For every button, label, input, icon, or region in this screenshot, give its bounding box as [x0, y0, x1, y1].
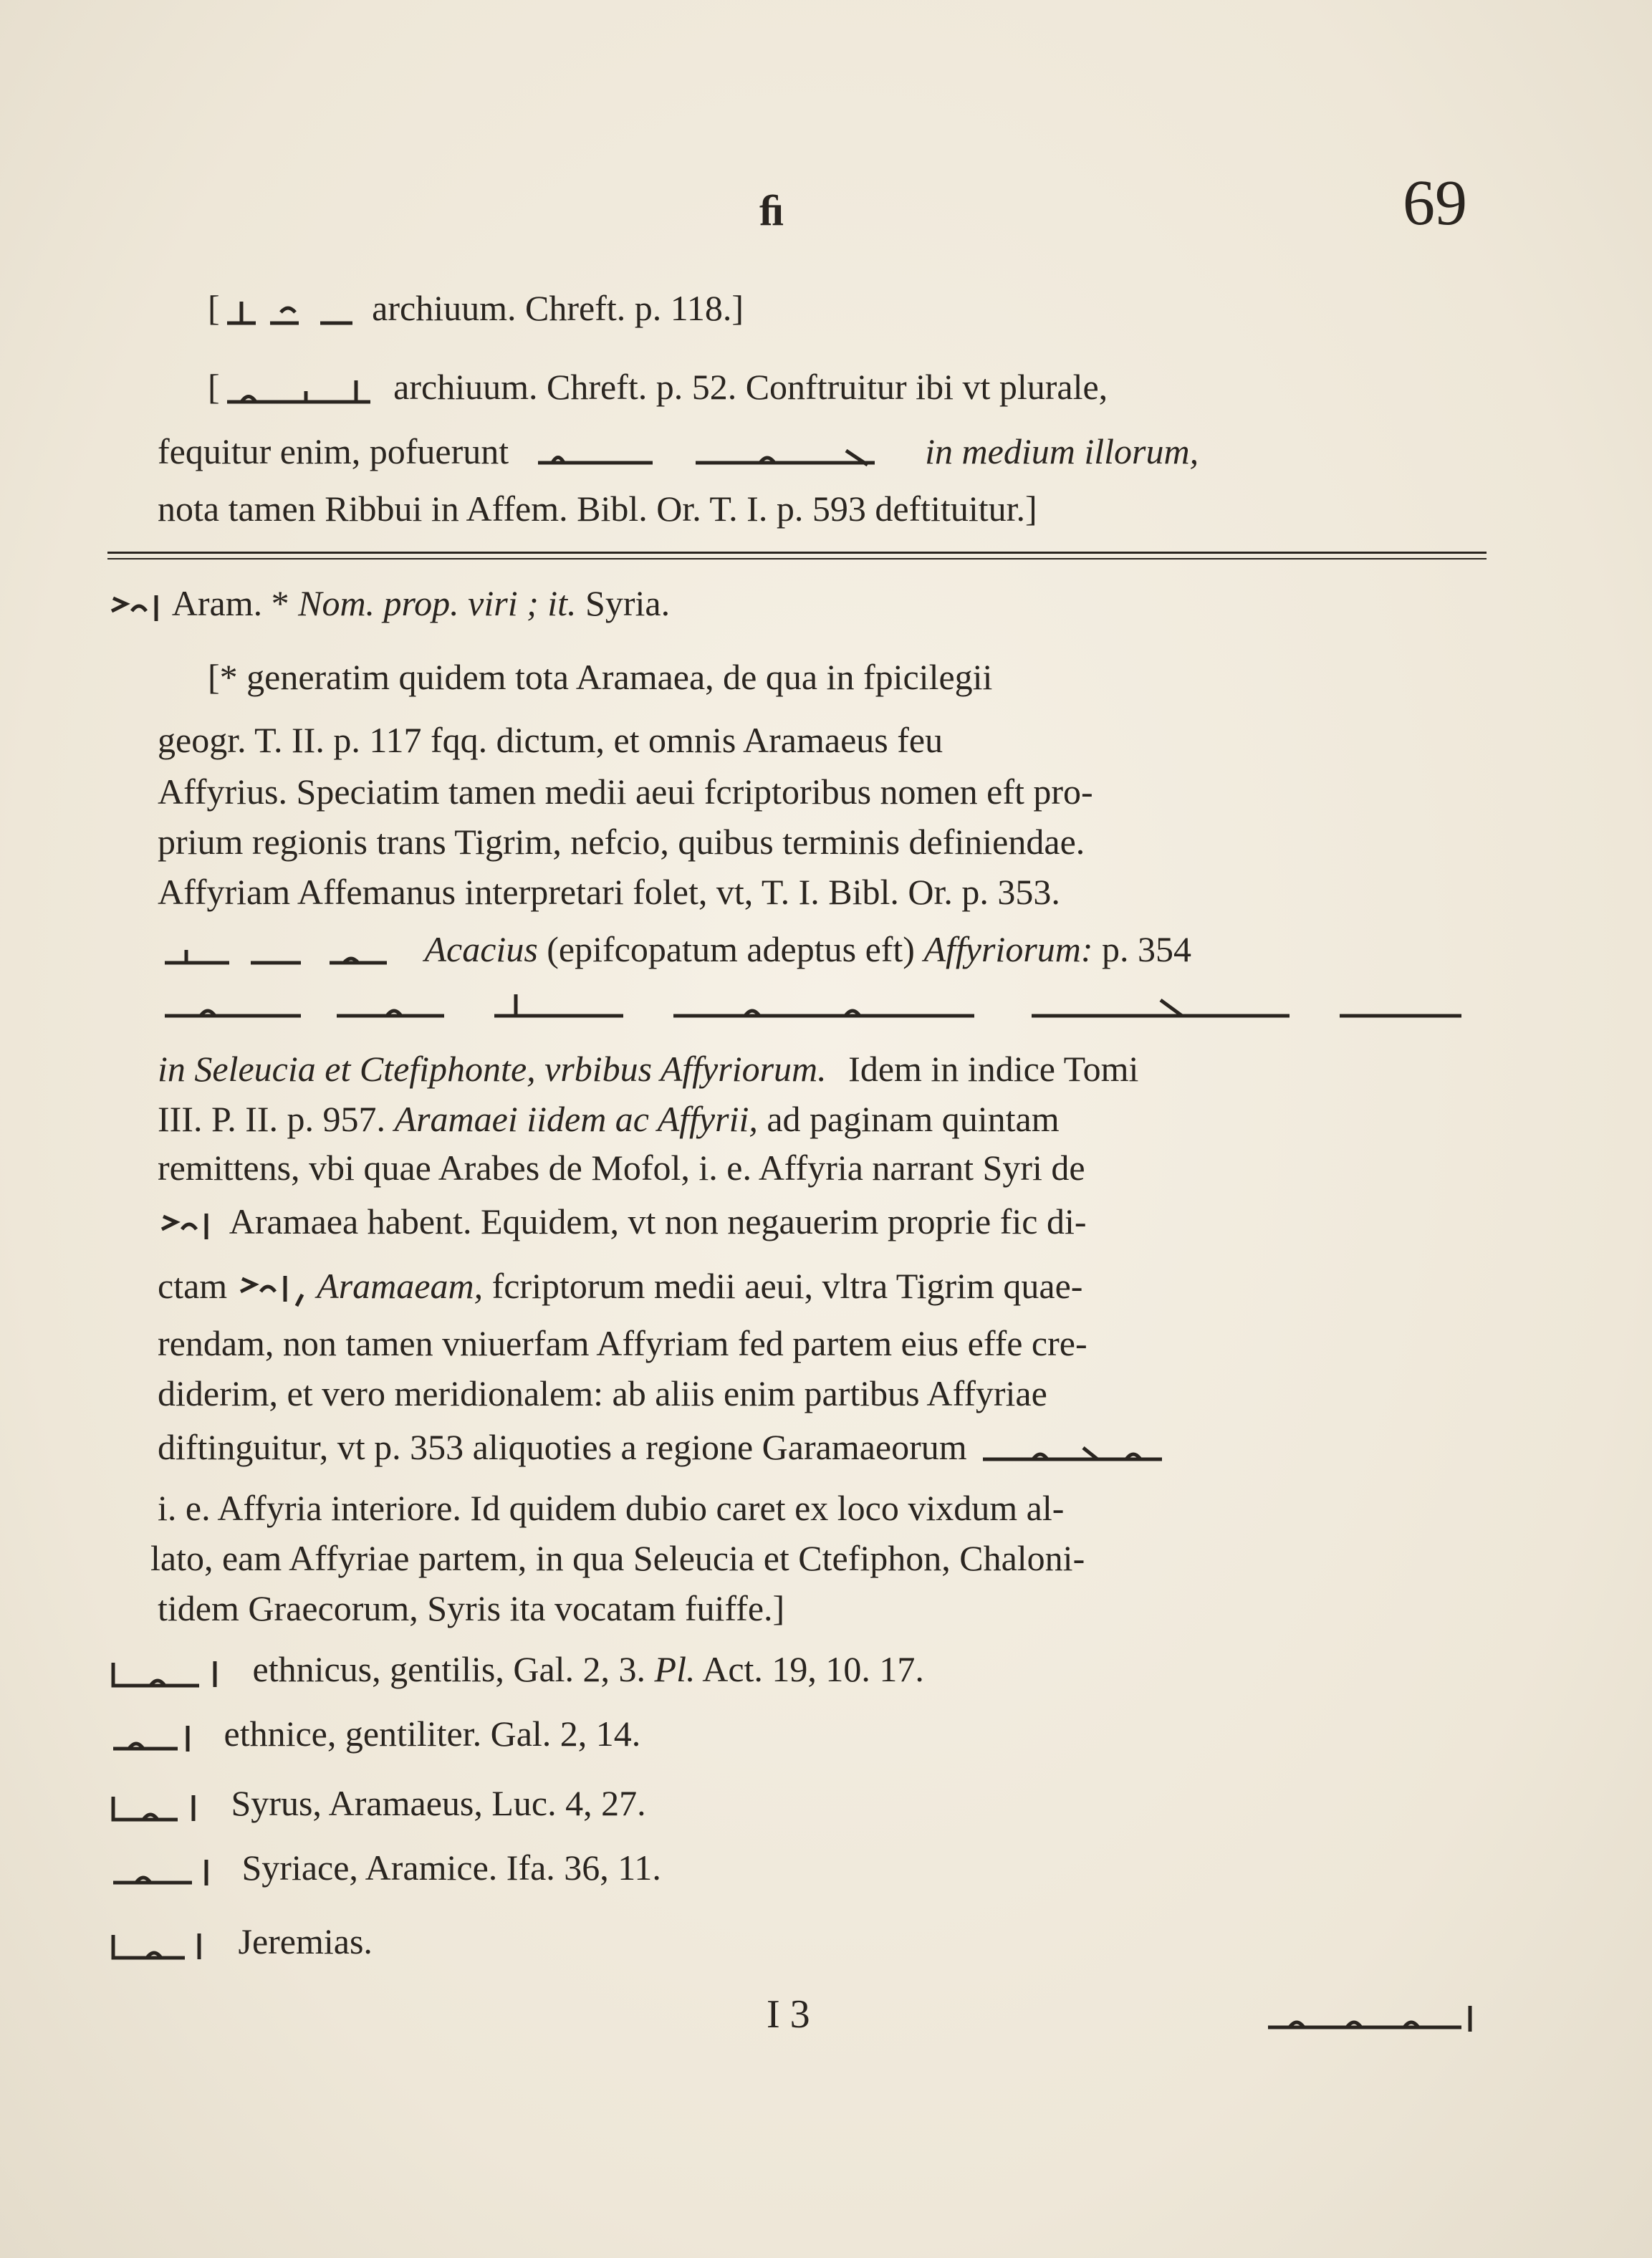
signature-mark: I 3: [767, 1992, 810, 2037]
entry-line: [107, 1648, 1652, 1691]
syriac-word-syriace-icon: [107, 1854, 233, 1890]
line-text: i. e. Affyria interiore. Id quidem dubio caret ex loco vixdum al-: [158, 1488, 1065, 1528]
entry-line: [107, 1712, 1652, 1756]
entry-text: Syrus, Aramaeus, Luc. 4, 27.: [231, 1783, 646, 1823]
line-italic: Aramaeam,: [317, 1266, 484, 1306]
entry-line: [107, 1782, 1652, 1825]
syriac-phrase-icon: [158, 936, 416, 971]
text-line: [208, 655, 1652, 698]
syriac-word-aram-icon: [236, 1270, 308, 1310]
text-line: [158, 1097, 1652, 1140]
line-text: ad paginam quintam: [767, 1099, 1060, 1139]
text-line: [158, 1486, 1652, 1529]
line-text: diftinguitur, vt p. 353 aliquoties a regione Garamaeorum: [158, 1427, 967, 1467]
text-line: [158, 1200, 1652, 1244]
line-italic: Affyriorum:: [923, 929, 1093, 969]
text-line: [158, 928, 1652, 971]
line-italic: Acacius: [424, 929, 538, 969]
syriac-word-ethnice-icon: [107, 1720, 215, 1756]
text-line: [158, 487, 1652, 530]
line-text: prium regionis trans Tigrim, nefcio, quibus terminis definiendae.: [158, 822, 1085, 862]
line-text: Affyrius. Speciatim tamen medii aeui fcriptoribus nomen eft pro-: [158, 772, 1093, 812]
entry-line: [107, 1920, 1652, 1964]
line-text: tidem Graecorum, Syris ita vocatam fuiffe.]: [158, 1588, 785, 1628]
running-header-mark: ﬁ: [759, 187, 784, 234]
syriac-word-syrus-icon: [107, 1789, 222, 1825]
entry-text: ethnicus, gentilis, Gal. 2, 3.: [252, 1649, 646, 1689]
line-text: ctam: [158, 1266, 228, 1306]
entry-text: Jeremias.: [238, 1921, 373, 1961]
section-rule: [107, 552, 1487, 559]
line-text: archiuum. Chreft. p. 52. Conftruitur ibi vt plurale,: [393, 367, 1108, 407]
line-italic: in medium illorum,: [925, 431, 1199, 471]
line-text: Idem in indice Tomi: [848, 1049, 1139, 1089]
entry-headword: Aram.: [171, 583, 263, 623]
text-line: [158, 430, 1652, 474]
syriac-word-ethnicus-icon: [107, 1656, 244, 1691]
line-text: Aramaea habent. Equidem, vt non negauerim proprie fic di-: [229, 1201, 1087, 1241]
text-line: [158, 770, 1652, 813]
entry-line: [107, 1846, 1652, 1890]
entry-text: Act. 19, 10. 17.: [702, 1649, 924, 1689]
line-text: geogr. T. II. p. 117 fqq. dictum, et omnis Aramaeus feu: [158, 720, 943, 760]
text-line: [150, 1537, 1652, 1580]
syriac-word-2-icon: [220, 373, 385, 409]
entry-text: Syria.: [585, 583, 671, 623]
line-italic: in Seleucia et Ctefiphonte, vrbibus Affyriorum.: [158, 1049, 827, 1089]
entry-star: *: [271, 583, 289, 623]
text-line: [158, 1264, 1652, 1310]
line-text: p. 354: [1102, 929, 1192, 969]
line-text: Affyriam Affemanus interpretari folet, vt, T. I. Bibl. Or. p. 353.: [158, 872, 1060, 912]
syriac-line: [158, 981, 1652, 1029]
syriac-phrase-icon: [531, 438, 903, 474]
line-text: rendam, non tamen vniuerfam Affyriam fed partem eius effe cre-: [158, 1323, 1087, 1363]
text-line: [ archiuum. Chreft. p. 52. Conftruitur ibi vt plurale,: [208, 365, 1652, 409]
entry-line: [107, 582, 1652, 625]
syriac-word-jeremias-icon: [107, 1928, 229, 1964]
line-text: archiuum. Chreft. p. 118.]: [372, 288, 744, 328]
line-text: fequitur enim, pofuerunt: [158, 431, 509, 471]
syriac-word-aram-icon: [107, 590, 165, 625]
syriac-word-1-icon: [220, 294, 363, 330]
text-line: [158, 1047, 1652, 1090]
text-line: [158, 1587, 1652, 1630]
text-line: [158, 1426, 1652, 1469]
text-line: [158, 1322, 1652, 1365]
text-line: [158, 1372, 1652, 1415]
line-text: (epifcopatum adeptus eft): [547, 929, 915, 969]
syriac-word-garamaeorum-icon: [976, 1433, 1176, 1469]
line-text: remittens, vbi quae Arabes de Mofol, i. e. Affyria narrant Syri de: [158, 1148, 1085, 1188]
line-text: nota tamen Ribbui in Affem. Bibl. Or. T. I. p. 593 deftituitur.]: [158, 489, 1037, 529]
syriac-catchword-icon: [1261, 1999, 1483, 2045]
line-text: diderim, et vero meridionalem: ab aliis enim partibus Affyriae: [158, 1373, 1047, 1413]
syriac-word-aram-icon: [158, 1208, 222, 1244]
line-italic: Aramaei iidem ac Affyrii,: [394, 1099, 758, 1139]
line-text: III. P. II. p. 957.: [158, 1099, 386, 1139]
entry-text: Syriace, Aramice. Ifa. 36, 11.: [241, 1848, 661, 1888]
text-line: [ archiuum. Chreft. p. 118.]: [208, 287, 1652, 330]
line-text: fcriptorum medii aeui, vltra Tigrim quae-: [491, 1266, 1083, 1306]
syriac-phrase-icon: [158, 986, 1476, 1029]
line-text: lato, eam Affyriae partem, in qua Seleucia et Ctefiphon, Chaloni-: [150, 1538, 1085, 1578]
text-line: [158, 719, 1652, 762]
entry-italic: Nom. prop. viri ; it.: [298, 583, 577, 623]
entry-text: ethnice, gentiliter. Gal. 2, 14.: [224, 1714, 641, 1754]
text-line: [158, 1146, 1652, 1189]
text-line: [158, 820, 1652, 863]
entry-italic: Pl.: [654, 1649, 696, 1689]
page-number: 69: [1403, 168, 1467, 239]
text-line: [158, 870, 1652, 913]
line-text: [* generatim quidem tota Aramaea, de qua in fpicilegii: [208, 657, 993, 697]
